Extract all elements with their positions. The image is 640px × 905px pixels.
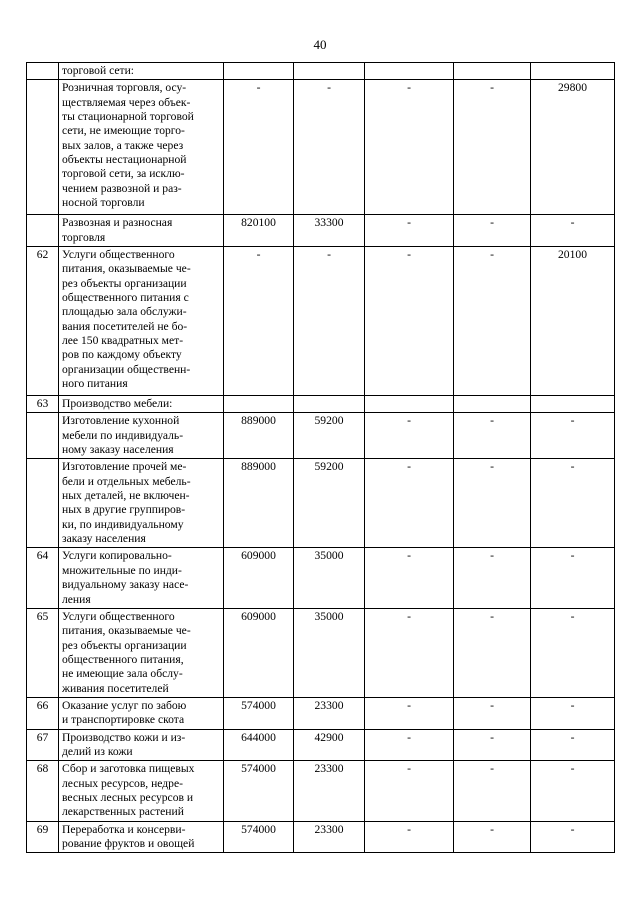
row-number xyxy=(27,215,59,247)
value-col-4: - xyxy=(454,215,531,247)
table-row xyxy=(27,821,615,853)
value-col-4: - xyxy=(454,697,531,729)
table-row xyxy=(27,80,615,215)
row-number: 69 xyxy=(27,821,59,853)
activity-name: Розничная торговля, осу- ществляемая через объек- ты стационарной торговой сети, не имеющие торго- вых залов, а также через объекты нестационарной торговой сети, за исклю- чением развозной и раз- носной торговли xyxy=(59,80,224,215)
value-col-2: 35000 xyxy=(294,608,365,697)
table-row xyxy=(27,459,615,548)
value-col-3: - xyxy=(365,459,454,548)
value-col-4: - xyxy=(454,821,531,853)
row-number: 66 xyxy=(27,697,59,729)
activity-name: Производство кожи и из- делий из кожи xyxy=(59,729,224,761)
value-col-2: 23300 xyxy=(294,697,365,729)
value-col-3: - xyxy=(365,413,454,459)
value-col-3: - xyxy=(365,80,454,215)
activity-name: Услуги копировально- множительные по инди- видуальному заказу насе- ления xyxy=(59,548,224,608)
activity-name: Переработка и консерви- рование фруктов и овощей xyxy=(59,821,224,853)
table-row xyxy=(27,608,615,697)
value-col-4: - xyxy=(454,247,531,396)
value-col-5: - xyxy=(531,697,615,729)
value-col-5: - xyxy=(531,459,615,548)
value-col-1: - xyxy=(224,80,294,215)
value-col-3: - xyxy=(365,215,454,247)
value-col-2 xyxy=(294,396,365,413)
table-row xyxy=(27,548,615,608)
activity-name: торговой сети: xyxy=(59,63,224,80)
activity-name: Развозная и разносная торговля xyxy=(59,215,224,247)
value-col-1: 820100 xyxy=(224,215,294,247)
activity-name: Изготовление прочей ме- бели и отдельных мебель- ных деталей, не включен- ных в другие группиров- ки, по индивидуальному заказу населения xyxy=(59,459,224,548)
table-row xyxy=(27,247,615,396)
value-col-4 xyxy=(454,63,531,80)
value-col-3: - xyxy=(365,821,454,853)
activity-name: Изготовление кухонной мебели по индивидуаль- ному заказу населения xyxy=(59,413,224,459)
table-row xyxy=(27,729,615,761)
value-col-1: 574000 xyxy=(224,697,294,729)
activity-name: Оказание услуг по забою и транспортировке скота xyxy=(59,697,224,729)
value-col-1: 609000 xyxy=(224,548,294,608)
value-col-3: - xyxy=(365,247,454,396)
activity-name: Производство мебели: xyxy=(59,396,224,413)
value-col-2: 59200 xyxy=(294,413,365,459)
value-col-4: - xyxy=(454,80,531,215)
value-col-5: - xyxy=(531,761,615,821)
value-col-4: - xyxy=(454,413,531,459)
value-col-2: - xyxy=(294,80,365,215)
value-col-3: - xyxy=(365,548,454,608)
value-col-2: - xyxy=(294,247,365,396)
table-row xyxy=(27,396,615,413)
row-number: 65 xyxy=(27,608,59,697)
value-col-2: 23300 xyxy=(294,761,365,821)
table-row xyxy=(27,215,615,247)
value-col-1: 889000 xyxy=(224,413,294,459)
value-col-3 xyxy=(365,396,454,413)
value-col-4: - xyxy=(454,729,531,761)
row-number: 67 xyxy=(27,729,59,761)
value-col-2: 59200 xyxy=(294,459,365,548)
value-col-3: - xyxy=(365,697,454,729)
value-col-2: 35000 xyxy=(294,548,365,608)
table-row xyxy=(27,413,615,459)
value-col-4: - xyxy=(454,548,531,608)
row-number xyxy=(27,413,59,459)
row-number: 64 xyxy=(27,548,59,608)
activity-name: Сбор и заготовка пищевых лесных ресурсов, недре- весных лесных ресурсов и лекарственных растений xyxy=(59,761,224,821)
row-number: 62 xyxy=(27,247,59,396)
value-col-2: 23300 xyxy=(294,821,365,853)
tariff-table xyxy=(26,62,615,853)
value-col-4: - xyxy=(454,608,531,697)
value-col-1: - xyxy=(224,247,294,396)
value-col-5 xyxy=(531,63,615,80)
row-number xyxy=(27,80,59,215)
table-row xyxy=(27,697,615,729)
value-col-3: - xyxy=(365,761,454,821)
value-col-5: - xyxy=(531,608,615,697)
value-col-3: - xyxy=(365,608,454,697)
row-number xyxy=(27,63,59,80)
value-col-5: 20100 xyxy=(531,247,615,396)
value-col-1: 609000 xyxy=(224,608,294,697)
value-col-5: - xyxy=(531,413,615,459)
value-col-5: - xyxy=(531,821,615,853)
value-col-5: 29800 xyxy=(531,80,615,215)
row-number xyxy=(27,459,59,548)
value-col-1: 574000 xyxy=(224,821,294,853)
table-row xyxy=(27,63,615,80)
value-col-4: - xyxy=(454,761,531,821)
value-col-3 xyxy=(365,63,454,80)
value-col-1 xyxy=(224,63,294,80)
table-row xyxy=(27,761,615,821)
value-col-5: - xyxy=(531,548,615,608)
value-col-5 xyxy=(531,396,615,413)
row-number: 68 xyxy=(27,761,59,821)
value-col-5: - xyxy=(531,729,615,761)
value-col-1: 644000 xyxy=(224,729,294,761)
value-col-5: - xyxy=(531,215,615,247)
value-col-1: 574000 xyxy=(224,761,294,821)
value-col-2 xyxy=(294,63,365,80)
row-number: 63 xyxy=(27,396,59,413)
value-col-1 xyxy=(224,396,294,413)
value-col-1: 889000 xyxy=(224,459,294,548)
value-col-4: - xyxy=(454,459,531,548)
value-col-3: - xyxy=(365,729,454,761)
activity-name: Услуги общественного питания, оказываемые че- рез объекты организации общественного питания с площадью зала обслужи- вания посетителей не бо- лее 150 квадратных мет- ров по каждому объекту организации общественн- ного питания xyxy=(59,247,224,396)
page-number: 40 xyxy=(313,37,327,52)
value-col-2: 33300 xyxy=(294,215,365,247)
activity-name: Услуги общественного питания, оказываемые че- рез объекты организации общественного питания, не имеющие зала обслу- живания посетителей xyxy=(59,608,224,697)
value-col-4 xyxy=(454,396,531,413)
value-col-2: 42900 xyxy=(294,729,365,761)
